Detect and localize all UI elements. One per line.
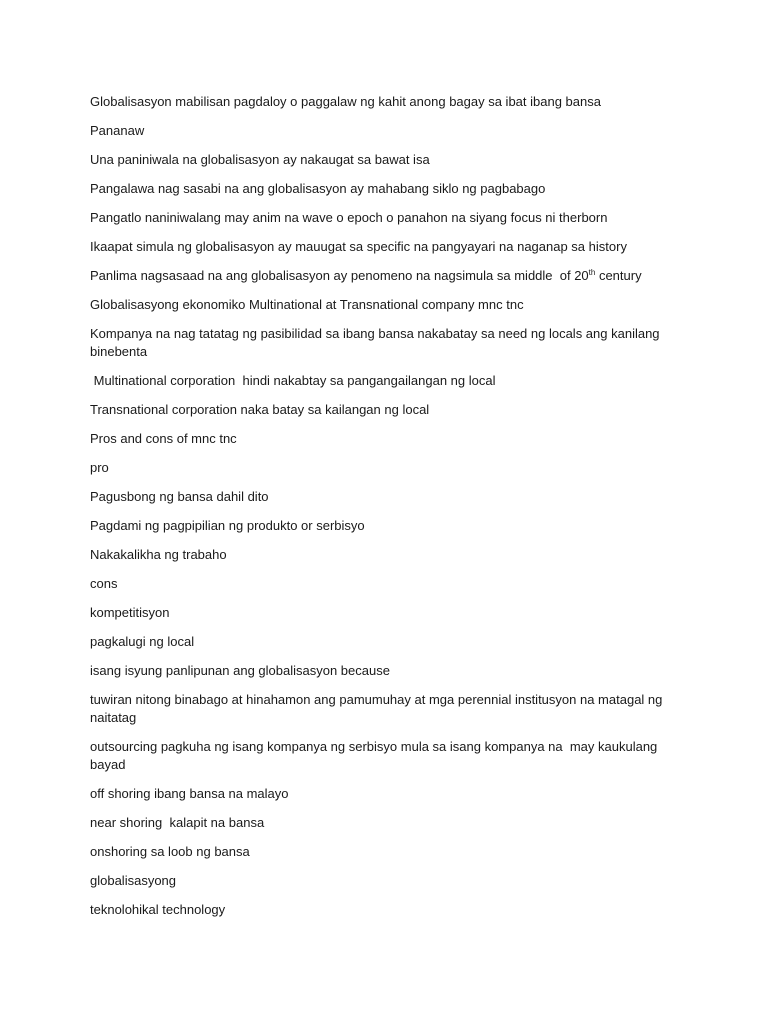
paragraph <box>90 267 678 285</box>
paragraph: Una paniniwala na globalisasyon ay nakaugat sa bawat isa <box>90 152 430 167</box>
paragraph: Pros and cons of mnc tnc <box>90 431 237 446</box>
paragraph: Pangatlo naniniwalang may anim na wave o epoch o panahon na siyang focus ni therborn <box>90 210 608 225</box>
paragraph: Transnational corporation naka batay sa kailangan ng local <box>90 402 430 417</box>
paragraph: Globalisasyong ekonomiko Multinational at Transnational company mnc tnc <box>90 297 524 312</box>
paragraph: Kompanya na nag tatatag ng pasibilidad sa ibang bansa nakabatay sa need ng locals ang kanilang binebenta <box>90 326 664 359</box>
paragraph: Globalisasyon mabilisan pagdaloy o paggalaw ng kahit anong bagay sa ibat ibang bansa <box>90 94 601 109</box>
paragraph: Pagusbong ng bansa dahil dito <box>90 489 269 504</box>
paragraph: tuwiran nitong binabago at hinahamon ang pamumuhay at mga perennial institusyon na matagal ng naitatag <box>90 692 667 725</box>
paragraph: Nakakalikha ng trabaho <box>90 547 227 562</box>
paragraph: off shoring ibang bansa na malayo <box>90 786 289 801</box>
paragraph: kompetitisyon <box>90 605 170 620</box>
paragraph: Pangalawa nag sasabi na ang globalisasyon ay mahabang siklo ng pagbabago <box>90 181 546 196</box>
paragraph: outsourcing pagkuha ng isang kompanya ng serbisyo mula sa isang kompanya na may kaukulang bayad <box>90 739 661 772</box>
paragraph: cons <box>90 576 118 591</box>
paragraph: teknolohikal technology <box>90 902 226 917</box>
paragraph: Pagdami ng pagpipilian ng produkto or serbisyo <box>90 518 365 533</box>
paragraph: pro <box>90 460 109 475</box>
paragraph-text-after: century <box>595 268 642 283</box>
paragraph: near shoring kalapit na bansa <box>90 815 265 830</box>
paragraph: Multinational corporation hindi nakabtay sa pangangailangan ng local <box>90 373 496 388</box>
paragraph-text: Panlima nagsasaad na ang globalisasyon ay penomeno na nagsimula sa middle of 20 <box>90 268 589 283</box>
paragraph: pagkalugi ng local <box>90 634 195 649</box>
paragraph: globalisasyong <box>90 873 177 888</box>
paragraph: isang isyung panlipunan ang globalisasyon because <box>90 663 390 678</box>
paragraph: onshoring sa loob ng bansa <box>90 844 250 859</box>
paragraph: Ikaapat simula ng globalisasyon ay mauugat sa specific na pangyayari na naganap sa history <box>90 239 627 254</box>
superscript: th <box>588 268 596 277</box>
paragraph: Pananaw <box>90 123 145 138</box>
